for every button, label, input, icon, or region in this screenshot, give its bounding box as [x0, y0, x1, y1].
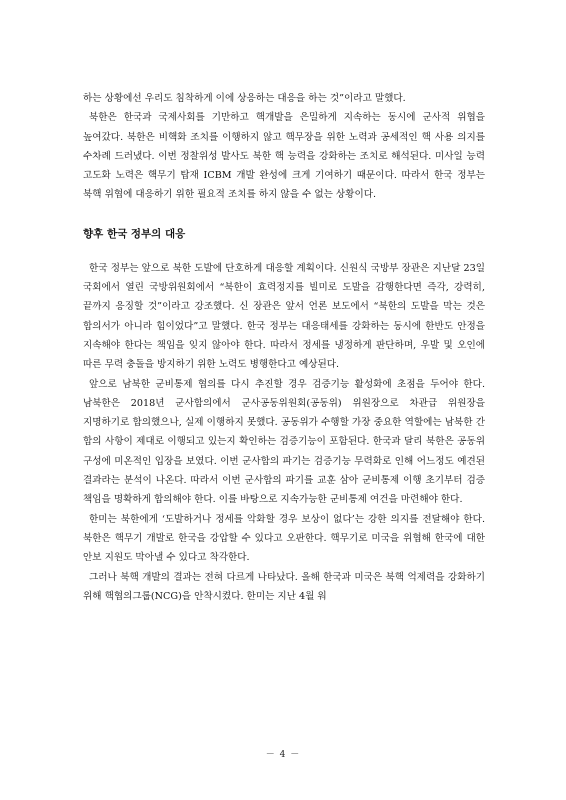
paragraph-ncg: 그러나 북핵 개발의 결과는 전혀 다르게 나타났다. 올해 한국과 미국은 북핵 억제력을 강화하기 위해 핵협의그룹(NCG)을 안착시켰다. 한미는 지난 4월 워	[83, 571, 485, 602]
document-body	[83, 89, 485, 606]
paragraph-arms-control: 앞으로 남북한 군비통제 협의를 다시 추진할 경우 검증기능 활성화에 초점을 두어야 한다. 남북한은 2018년 군사합의에서 군사공동위원회(공동위) 위원장으로 차관급 위원장을 지명하기로 합의했으나, 실제 이행하지 못했다. 공동위가 수행할 가장 중요한 역할에는 남북한 간 합의 사항이 제대로 이행되고 있는지 확인하는 검증기능이 포함된다. 한국과 달리 북한은 공동위 구성에 미온적인 입장을 보였다. 이번 군사합의 파기는 검증기능 무력화로 인해 어느정도 예견된 결과라는 분석이 나온다. 따라서 이번 군사합의 파기를 교훈 삼아 군비통제 이행 초기부터 검증 책임을 명확하게 합의해야 한다. 이를 바탕으로 지속가능한 군비통제 여건을 마련해야 한다.	[83, 378, 485, 506]
page-number: － 4 －	[265, 750, 301, 760]
section-heading	[83, 226, 485, 241]
section-heading-title: 향후 한국 정부의 대응	[83, 227, 186, 240]
paragraph-government-response: 한국 정부는 앞으로 북한 도발에 단호하게 대응할 계획이다. 신원식 국방부 장관은 지난달 23일 국회에서 열린 국방위원회에서 “북한이 효력정지를 빌미로 도발을 감행한다면 즉각, 강력히, 끝까지 응징할 것”이라고 강조했다. 신 장관은 앞서 언론 보도에서 “북한의 도발을 막는 것은 합의서가 아니라 힘이었다”고 말했다. 한국 정부는 대응태세를 강화하는 동시에 한반도 안정을 지속해야 한다는 책임을 잊지 않아야 한다. 따라서 정세를 냉정하게 판단하며, 우발 및 오인에 따른 무력 충돌을 방지하기 위한 노력도 병행한다고 예상된다.	[83, 262, 485, 371]
paragraph-nk-deception: 북한은 한국과 국제사회를 기만하고 핵개발을 은밀하게 지속하는 동시에 군사적 위협을 높여갔다. 북한은 비핵화 조치를 이행하지 않고 핵무장을 위한 노력과 공세적인 핵 사용 의지를 수차례 드러냈다. 이번 정찰위성 발사도 북한 핵 능력을 강화하는 조치로 해석된다. 미사일 능력 고도화 노력은 핵무기 탑재 ICBM 개발 완성에 크게 기여하기 때문이다. 따라서 한국 정부는 북핵 위협에 대응하기 위한 필요적 조치를 하지 않을 수 없는 상황이다.	[83, 112, 485, 201]
paragraph-rok-us-will: 한미는 북한에게 ‘도발하거나 정세를 악화할 경우 보상이 없다’는 강한 의지를 전달해야 한다. 북한은 핵무기 개발로 한국을 강압할 수 있다고 오판한다. 핵무기로 미국을 위협해 한국에 대한 안보 지원도 막아낼 수 있다고 착각한다.	[83, 513, 485, 564]
paragraph-continuation: 하는 상황에선 우리도 침착하게 이에 상응하는 대응을 하는 것”이라고 말했다.	[83, 93, 406, 104]
